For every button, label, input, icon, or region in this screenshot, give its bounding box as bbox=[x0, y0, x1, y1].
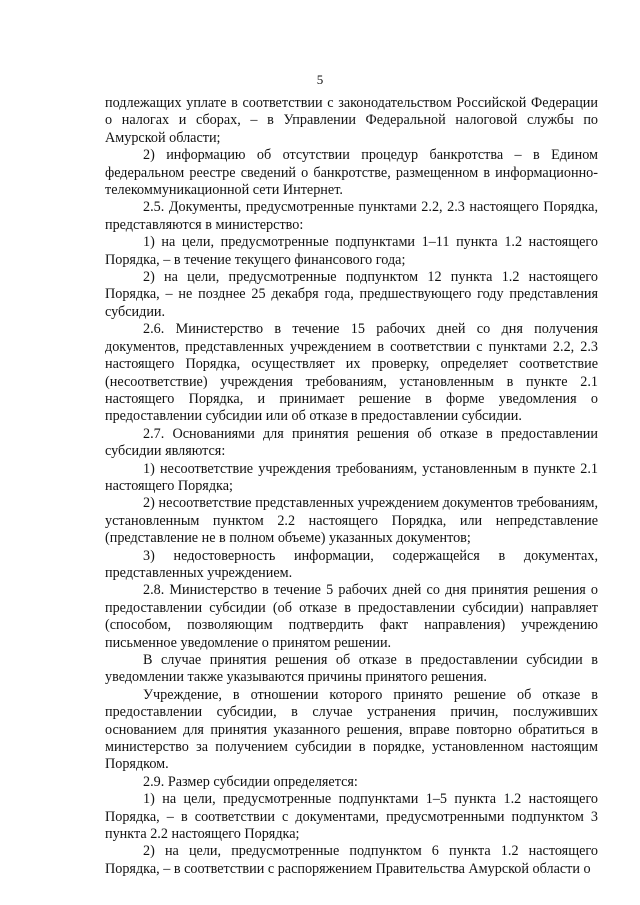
paragraph: 1) несоответствие учреждения требованиям, установленным в пункте 2.1 настоящего Порядка; bbox=[105, 460, 598, 494]
page-number: 5 bbox=[316, 72, 324, 87]
paragraph: 2) на цели, предусмотренные подпунктом 12 пункта 1.2 настоящего Порядка, – не позднее 25 декабря года, предшествующего году представления субсидии. bbox=[105, 269, 598, 320]
paragraph: 2) несоответствие представленных учреждением документов требованиям, установленным пунктом 2.2 настоящего Порядка, или непредставление (представление не в полном объеме) указанных документов; bbox=[105, 495, 598, 547]
paragraph: 2.5. Документы, предусмотренные пунктами 2.2, 2.3 настоящего Порядка, представляются в министерство: bbox=[105, 199, 598, 233]
paragraph: 2.7. Основаниями для принятия решения об отказе в предоставлении субсидии являются: bbox=[105, 425, 598, 460]
paragraph: 1) на цели, предусмотренные подпунктами 1–11 пункта 1.2 настоящего Порядка, – в течение текущего финансового года; bbox=[105, 234, 598, 268]
paragraph: 2.9. Размер субсидии определяется: bbox=[143, 773, 358, 790]
paragraph: Учреждение, в отношении которого принято решение об отказе в предоставлении субсидии, в случае устранения причин, послуживших основанием для принятия указанного решения, вправе повторно обратиться в министерство за получением субсидии в порядке, установленном настоящим Порядком. bbox=[105, 686, 598, 773]
paragraph: 2.8. Министерство в течение 5 рабочих дней со дня принятия решения о предоставлении субсидии (об отказе в предоставлении субсидии) направляет (способом, позволяющим подтвердить факт направления) учреждению письменное уведомление о принятом решении. bbox=[105, 582, 598, 651]
paragraph: 3) недостоверность информации, содержащейся в документах, представленных учреждением. bbox=[105, 547, 598, 581]
paragraph: подлежащих уплате в соответствии с законодательством Российской Федерации о налогах и сборах, – в Управлении Федеральной налоговой службы по Амурской области; bbox=[105, 95, 598, 146]
paragraph: 2.6. Министерство в течение 15 рабочих дней со дня получения документов, представленных учреждением в соответствии с пунктами 2.2, 2.3 настоящего Порядка, осуществляет их проверку, определяет соответствие (несоответствие) учреждения требованиям, установленным в пункте 2.1 настоящего Порядка, и принимает решение в форме уведомления о предоставлении субсидии или об отказе в предоставлении субсидии. bbox=[105, 321, 598, 425]
paragraph: 2) на цели, предусмотренные подпунктом 6 пункта 1.2 настоящего Порядка, – в соответствии с распоряжением Правительства Амурской области о bbox=[105, 843, 598, 877]
document-body bbox=[105, 95, 598, 878]
paragraph: 2) информацию об отсутствии процедур банкротства – в Едином федеральном реестре сведений о банкротстве, размещенном в информационно-телекоммуникационной сети Интернет. bbox=[105, 147, 598, 199]
paragraph: В случае принятия решения об отказе в предоставлении субсидии в уведомлении также указываются причины принятого решения. bbox=[105, 652, 598, 686]
paragraph: 1) на цели, предусмотренные подпунктами 1–5 пункта 1.2 настоящего Порядка, – в соответствии с документами, предусмотренными подпунктом 3 пункта 2.2 настоящего Порядка; bbox=[105, 791, 598, 843]
